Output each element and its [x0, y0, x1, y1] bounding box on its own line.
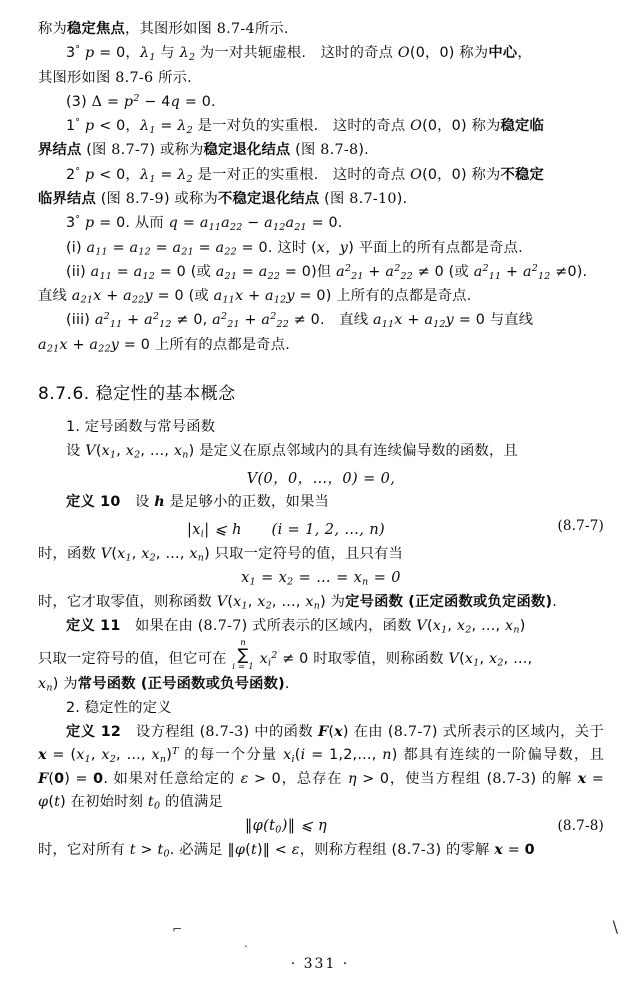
paragraph: 3° p = 0，$\lambda_1$ 与 $\lambda_2$ 为一对共轭虚根. 这时的奇点 O(0，0) 称为中心，: [66, 44, 532, 64]
page-content: [38, 18, 604, 863]
paragraph: 其图形如图 8.7-6 所示.: [38, 69, 192, 86]
paragraph: 1. 定号函数与常号函数: [66, 418, 216, 435]
paragraph: 临界结点 (图 8.7-9) 或称为不稳定退化结点 (图 8.7-10).: [38, 190, 408, 207]
paragraph: $x_n$) 为常号函数 (正号函数或负号函数).: [38, 675, 290, 694]
equation: $x_1 = x_2$ = … = $x_n = 0$: [241, 570, 401, 588]
summation-symbol: n ∑ i = 1: [232, 637, 254, 673]
equation-body: $‖\varphi(t_0)‖$ ⩽ η: [244, 818, 328, 836]
equation-numbered: [38, 818, 604, 836]
equation: V(0，0，…，0) = 0,: [246, 471, 396, 488]
margin-tick-mark: ⌐: [172, 922, 183, 936]
paragraph: 时，它对所有 $t > t_0$. 必满足 ‖φ(t)‖ < ε，则称方程组 (8.7-3) 的零解 x = 0: [38, 841, 535, 860]
margin-dot-mark: .: [244, 936, 248, 950]
margin-slash-mark: \: [612, 917, 618, 936]
paragraph: (ii) $a_{11} = a_{12} = 0$ (或 $a_{21} = a_{22} = 0$)但 $a^2_{21} + a^2_{22} \ne 0$ (或 $a^2_{11} + a^2_{12} \ne 0$).: [66, 262, 588, 282]
equation-number: (8.7-8): [557, 818, 604, 835]
paragraph: 称为稳定焦点，其图形如图 8.7-4所示.: [38, 21, 289, 37]
paragraph: 设 $V(x_1$, $x_2$, …, $x_n$) 是定义在原点邻域内的具有连续偏导数的函数，且: [66, 442, 519, 461]
equation-number: (8.7-7): [557, 518, 604, 535]
paragraph: 定义 12 设方程组 (8.7-3) 中的函数 F(x) 在由 (8.7-7) 式所表示的区域内，关于 $x = (x_1$, $x_2$, …, $x_n)^T$ 的每一个分量 $x_i(i$ = 1,2,…, n) 都具有连续的一阶偏导数，且 F(0) = 0. 如果对任意给定的 ε > 0，总存在 η > 0，使当方程组 (8.7-3) 的解 x = φ(t) 在初始时刻 $t_0$ 的值满足: [38, 724, 604, 812]
paragraph: (3) $\Delta = p^2 - 4q = 0$.: [66, 92, 216, 110]
paragraph: 1° p < 0，$\lambda_1 = \lambda_2$ 是一对负的实重根. 这时的奇点 O(0，0) 称为稳定临: [66, 117, 544, 136]
paragraph: $a_{21}x + a_{22}y = 0$ 上所有的点都是奇点.: [38, 336, 291, 355]
paragraph: 时，它才取零值，则称函数 $V(x_1$, $x_2$, …, $x_n$) 为定号函数 (正定函数或负定函数).: [38, 593, 557, 612]
paragraph: 直线 $a_{21}x + a_{22}y = 0$ (或 $a_{11}x + a_{12}y = 0$) 上所有的点都是奇点.: [38, 288, 472, 306]
paragraph: 2. 稳定性的定义: [66, 700, 172, 717]
page-number: · 331 ·: [290, 956, 350, 972]
section-heading: 8.7.6. 稳定性的基本概念: [38, 383, 236, 404]
equation-numbered: [38, 518, 604, 540]
paragraph: 只取一定符号的值，但它可在 n ∑ i = 1 $x_i^2 \ne 0$ 时取零值，则称函数 $V(x_1$, $x_2$, …,: [38, 637, 533, 673]
paragraph: 定义 10 设 h 是足够小的正数，如果当: [66, 494, 330, 511]
paragraph: 界结点 (图 8.7-7) 或称为稳定退化结点 (图 8.7-8).: [38, 142, 369, 159]
paragraph: 定义 11 如果在由 (8.7-7) 式所表示的区域内，函数 $V(x_1$, $x_2$, …, $x_n$): [66, 617, 526, 636]
paragraph: (iii) $a^2_{11} + a^2_{12} \ne 0$, $a^2_{21} + a^2_{22} \ne 0$. 直线 $a_{11}x + a_{12}y = 0$ 与直线: [66, 311, 534, 331]
equation-body: $|x_i|$ ⩽ h (i = 1, 2, …, n): [186, 522, 386, 540]
paragraph: 3° p = 0. 从而 $q = a_{11}a_{22} - a_{12}a_{21} = 0$.: [66, 214, 343, 233]
paragraph: (i) $a_{11} = a_{12} = a_{21} = a_{22} = 0$. 这时 (x，y) 平面上的所有点都是奇点.: [66, 239, 523, 258]
paragraph: 2° p < 0，$\lambda_1 = \lambda_2$ 是一对正的实重根. 这时的奇点 O(0，0) 称为不稳定: [66, 165, 544, 185]
paragraph: 时，函数 $V(x_1$, $x_2$, …, $x_n$) 只取一定符号的值，且只有当: [38, 545, 404, 564]
